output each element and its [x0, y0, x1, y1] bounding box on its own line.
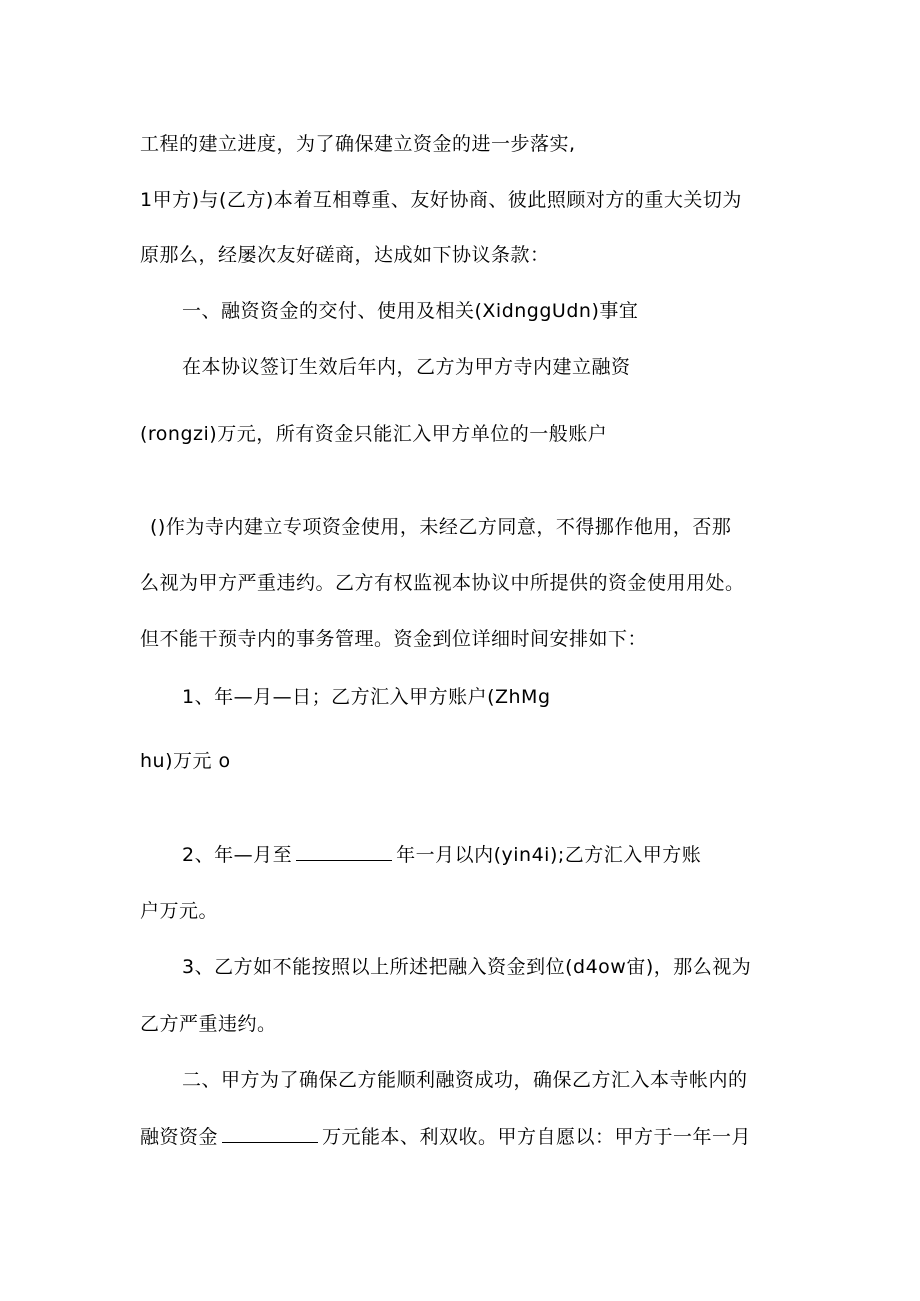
text-line: 在本协议签订生效后年内，乙方为甲方寺内建立融资 — [182, 356, 631, 378]
text-line: hu)万元 o — [140, 750, 231, 772]
list-item: 3、乙方如不能按照以上所述把融入资金到位(d4ow宙)，那么视为 — [182, 956, 752, 978]
blank-field — [222, 1124, 318, 1143]
text-line: (rongzi)万元，所有资金只能汇入甲方单位的一般账户 — [140, 423, 608, 445]
text-line: 工程的建立进度，为了确保建立资金的进一步落实, — [140, 133, 576, 155]
text-line: 乙方严重违约。 — [140, 1013, 277, 1035]
text-line: 户万元。 — [140, 900, 219, 922]
text-line: ()作为寺内建立专项资金使用，未经乙方同意，不得挪作他用，否那 — [150, 516, 732, 538]
text-line: 原那么，经屡次友好磋商，达成如下协议条款： — [140, 244, 550, 266]
list-item — [182, 842, 701, 867]
list-item-text: 2、年—月至 — [182, 844, 293, 866]
list-item: 1、年—月—日；乙方汇入甲方账户(ZhMg — [182, 686, 551, 708]
list-item-text: 年一月以内(yin4i);乙方汇入甲方账 — [396, 844, 702, 866]
section-heading: 二、甲方为了确保乙方能顺利融资成功，确保乙方汇入本寺帐内的 — [182, 1069, 748, 1091]
text-segment: 融资资金 — [140, 1126, 219, 1148]
text-line: 么视为甲方严重违约。乙方有权监视本协议中所提供的资金使用用处。 — [140, 572, 745, 594]
text-line — [140, 1124, 751, 1149]
text-line: 1甲方)与(乙方)本着互相尊重、友好协商、彼此照顾对方的重大关切为 — [140, 189, 742, 211]
section-heading: 一、融资资金的交付、使用及相关(XidnggUdn)事宜 — [182, 300, 639, 322]
text-segment: 万元能本、利双收。甲方自愿以：甲方于一年一月 — [322, 1126, 752, 1148]
text-line: 但不能干预寺内的事务管理。资金到位详细时间安排如下： — [140, 628, 648, 650]
blank-field — [296, 842, 392, 861]
